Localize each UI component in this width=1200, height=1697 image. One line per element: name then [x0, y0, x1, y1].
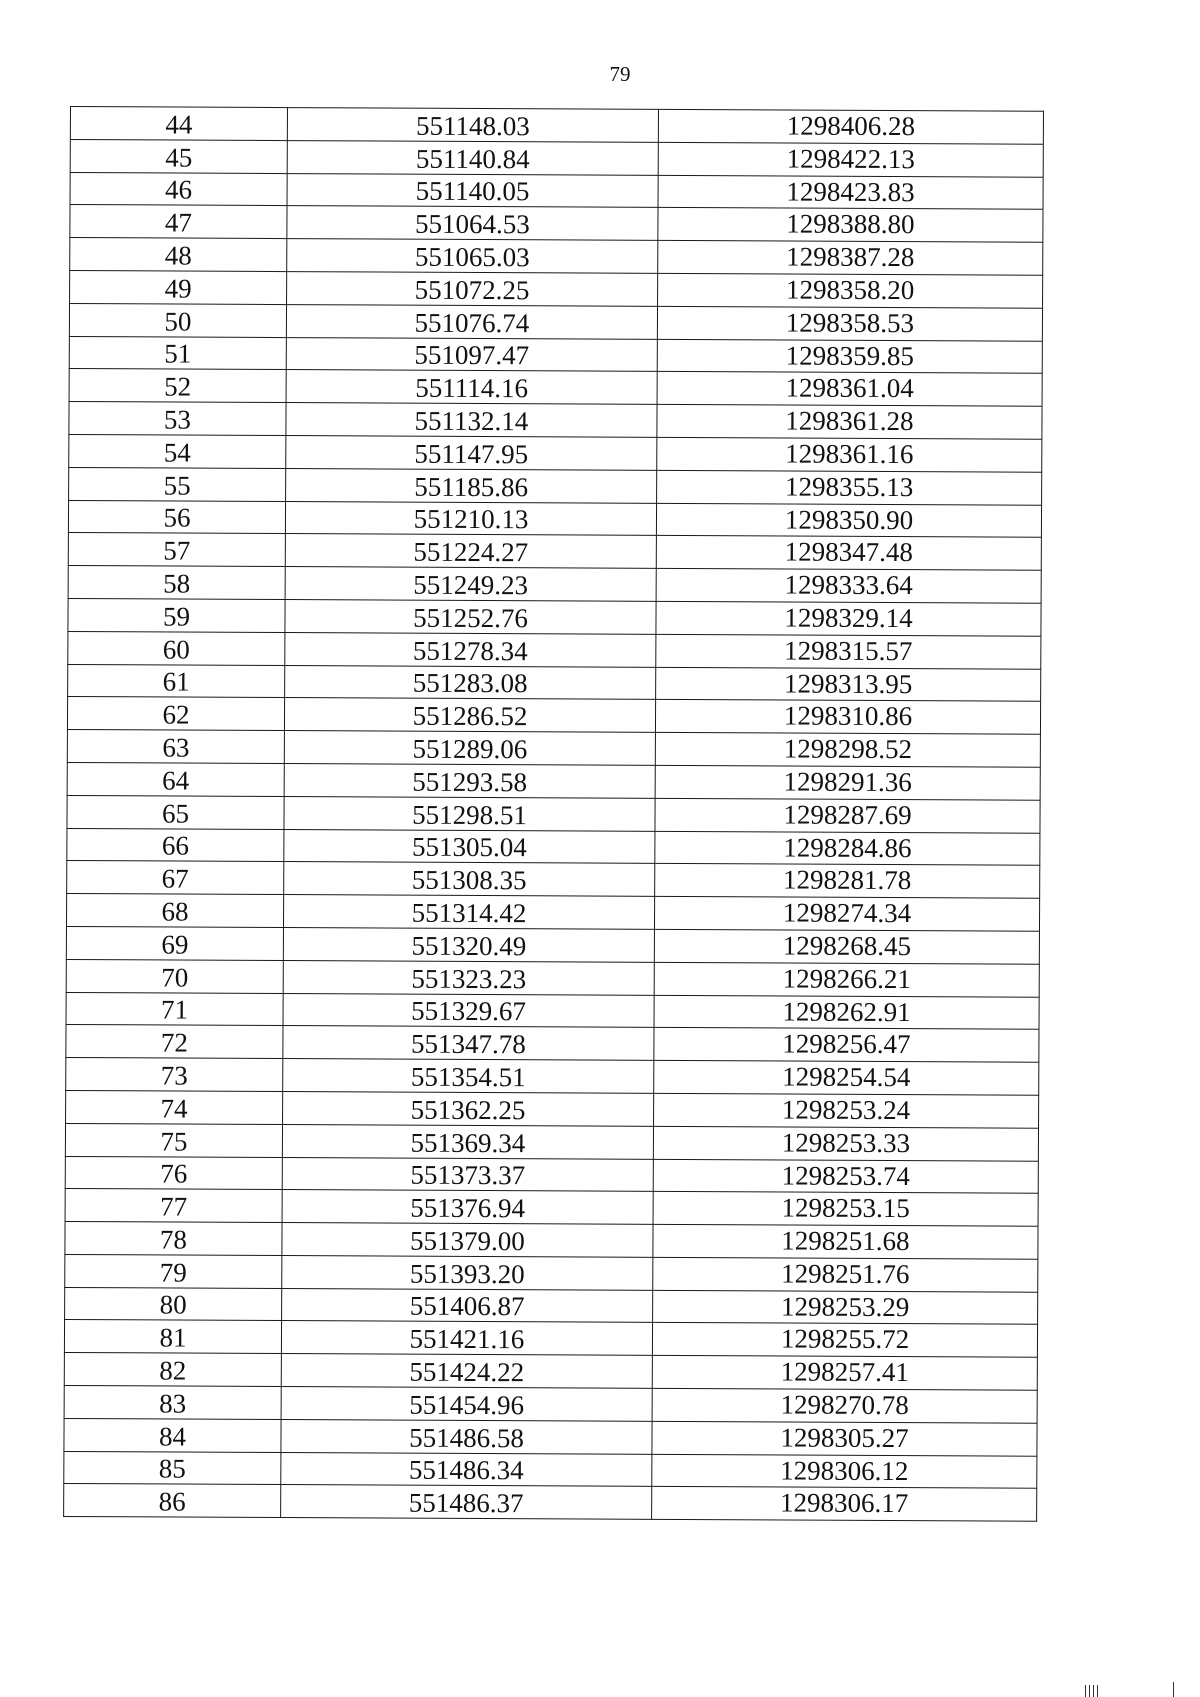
point-number-cell: 76: [65, 1156, 282, 1190]
point-number-cell: 81: [64, 1320, 281, 1354]
y-coordinate-cell: 1298315.57: [656, 634, 1041, 669]
x-coordinate-cell: 551379.00: [282, 1223, 653, 1258]
table-row: [65, 1156, 1038, 1194]
point-number-cell: 74: [66, 1090, 283, 1124]
table-row: [70, 107, 1043, 145]
x-coordinate-cell: 551347.78: [283, 1026, 654, 1061]
point-number-cell: 55: [69, 467, 286, 501]
point-number-cell: 50: [69, 303, 286, 337]
point-number-cell: 77: [65, 1189, 282, 1223]
table-row: [67, 861, 1040, 899]
y-coordinate-cell: 1298270.78: [652, 1388, 1037, 1423]
x-coordinate-cell: 551320.49: [283, 927, 654, 962]
x-coordinate-cell: 551065.03: [287, 239, 658, 274]
y-coordinate-cell: 1298253.24: [654, 1093, 1039, 1128]
point-number-cell: 84: [64, 1418, 281, 1452]
table-row: [65, 1287, 1038, 1325]
x-coordinate-cell: 551424.22: [281, 1354, 652, 1389]
y-coordinate-cell: 1298306.17: [652, 1487, 1037, 1522]
y-coordinate-cell: 1298251.68: [653, 1224, 1038, 1259]
table-row: [70, 139, 1043, 177]
table-row: [66, 992, 1039, 1030]
point-number-cell: 75: [65, 1123, 282, 1157]
y-coordinate-cell: 1298284.86: [655, 831, 1040, 866]
x-coordinate-cell: 551140.05: [287, 173, 658, 208]
x-coordinate-cell: 551140.84: [287, 140, 658, 175]
x-coordinate-cell: 551314.42: [283, 895, 654, 930]
point-number-cell: 79: [65, 1254, 282, 1288]
y-coordinate-cell: 1298313.95: [656, 667, 1041, 702]
x-coordinate-cell: 551298.51: [284, 796, 655, 831]
table-row: [68, 631, 1041, 669]
table-row: [65, 1189, 1038, 1227]
point-number-cell: 54: [69, 434, 286, 468]
y-coordinate-cell: 1298257.41: [652, 1356, 1037, 1391]
x-coordinate-cell: 551329.67: [283, 993, 654, 1028]
point-number-cell: 68: [66, 894, 283, 928]
table-row: [68, 533, 1041, 571]
x-coordinate-cell: 551376.94: [282, 1190, 653, 1225]
x-coordinate-cell: 551308.35: [284, 862, 655, 897]
page-number: 79: [609, 62, 631, 86]
x-coordinate-cell: 551064.53: [287, 206, 658, 241]
x-coordinate-cell: 551323.23: [283, 960, 654, 995]
y-coordinate-cell: 1298347.48: [656, 536, 1041, 571]
point-number-cell: 53: [69, 402, 286, 436]
x-coordinate-cell: 551289.06: [284, 731, 655, 766]
y-coordinate-cell: 1298268.45: [654, 929, 1039, 964]
point-number-cell: 60: [68, 631, 285, 665]
point-number-cell: 56: [68, 500, 285, 534]
point-number-cell: 70: [66, 959, 283, 993]
table-row: [66, 1025, 1039, 1063]
table-row: [67, 795, 1040, 833]
x-coordinate-cell: 551072.25: [287, 272, 658, 307]
point-number-cell: 71: [66, 992, 283, 1026]
x-coordinate-cell: 551286.52: [284, 698, 655, 733]
x-coordinate-cell: 551114.16: [286, 370, 657, 405]
table-row: [68, 566, 1041, 604]
point-number-cell: 64: [67, 762, 284, 796]
table-row: [69, 467, 1042, 505]
y-coordinate-cell: 1298361.04: [657, 372, 1042, 407]
table-row: [65, 1222, 1038, 1260]
point-number-cell: 82: [64, 1353, 281, 1387]
y-coordinate-cell: 1298359.85: [657, 339, 1042, 374]
x-coordinate-cell: 551224.27: [285, 534, 656, 569]
table-row: [69, 434, 1042, 472]
point-number-cell: 49: [70, 270, 287, 304]
x-coordinate-cell: 551362.25: [283, 1091, 654, 1126]
x-coordinate-cell: 551210.13: [285, 501, 656, 536]
x-coordinate-cell: 551132.14: [286, 403, 657, 438]
y-coordinate-cell: 1298274.34: [654, 896, 1039, 931]
y-coordinate-cell: 1298361.28: [657, 405, 1042, 440]
table-row: [66, 1058, 1039, 1096]
y-coordinate-cell: 1298406.28: [658, 109, 1043, 144]
y-coordinate-cell: 1298291.36: [655, 765, 1040, 800]
point-number-cell: 63: [67, 730, 284, 764]
table-row: [70, 270, 1043, 308]
table-row: [66, 894, 1039, 932]
y-coordinate-cell: 1298358.20: [658, 273, 1043, 308]
table-row: [70, 172, 1043, 210]
y-coordinate-cell: 1298361.16: [657, 437, 1042, 472]
table-row: [70, 205, 1043, 243]
x-coordinate-cell: 551421.16: [281, 1321, 652, 1356]
y-coordinate-cell: 1298388.80: [658, 208, 1043, 243]
x-coordinate-cell: 551354.51: [283, 1059, 654, 1094]
point-number-cell: 51: [69, 336, 286, 370]
x-coordinate-cell: 551406.87: [282, 1288, 653, 1323]
y-coordinate-cell: 1298255.72: [652, 1323, 1037, 1358]
x-coordinate-cell: 551486.58: [281, 1419, 652, 1454]
table-row: [68, 500, 1041, 538]
point-number-cell: 78: [65, 1222, 282, 1256]
table-row: [65, 1123, 1038, 1161]
table-row: [67, 730, 1040, 768]
y-coordinate-cell: 1298358.53: [657, 306, 1042, 341]
x-coordinate-cell: 551454.96: [281, 1387, 652, 1422]
coordinates-table: [63, 106, 1044, 1522]
table-row: [64, 1320, 1037, 1358]
y-coordinate-cell: 1298423.83: [658, 175, 1043, 210]
x-coordinate-cell: 551373.37: [282, 1157, 653, 1192]
y-coordinate-cell: 1298422.13: [658, 142, 1043, 177]
y-coordinate-cell: 1298266.21: [654, 962, 1039, 997]
x-coordinate-cell: 551249.23: [285, 567, 656, 602]
point-number-cell: 66: [67, 828, 284, 862]
x-coordinate-cell: 551393.20: [282, 1255, 653, 1290]
point-number-cell: 61: [68, 664, 285, 698]
table-row: [68, 598, 1041, 636]
x-coordinate-cell: 551486.37: [281, 1485, 652, 1520]
point-number-cell: 58: [68, 566, 285, 600]
point-number-cell: 57: [68, 533, 285, 567]
y-coordinate-cell: 1298305.27: [652, 1421, 1037, 1456]
y-coordinate-cell: 1298281.78: [655, 864, 1040, 899]
y-coordinate-cell: 1298306.12: [652, 1454, 1037, 1489]
point-number-cell: 45: [70, 139, 287, 173]
x-coordinate-cell: 551486.34: [281, 1452, 652, 1487]
table-row: [69, 402, 1042, 440]
y-coordinate-cell: 1298298.52: [655, 733, 1040, 768]
x-coordinate-cell: 551305.04: [284, 829, 655, 864]
point-number-cell: 65: [67, 795, 284, 829]
table-row: [64, 1386, 1037, 1424]
x-coordinate-cell: 551148.03: [287, 108, 658, 143]
point-number-cell: 48: [70, 238, 287, 272]
table-row: [69, 303, 1042, 341]
y-coordinate-cell: 1298329.14: [656, 601, 1041, 636]
point-number-cell: 86: [64, 1484, 281, 1518]
point-number-cell: 59: [68, 598, 285, 632]
table-row: [64, 1353, 1037, 1391]
y-coordinate-cell: 1298287.69: [655, 798, 1040, 833]
table-row: [67, 762, 1040, 800]
point-number-cell: 73: [66, 1058, 283, 1092]
point-number-cell: 85: [64, 1451, 281, 1485]
point-number-cell: 44: [70, 107, 287, 141]
x-coordinate-cell: 551293.58: [284, 763, 655, 798]
point-number-cell: 52: [69, 369, 286, 403]
table-row: [64, 1484, 1037, 1522]
y-coordinate-cell: 1298253.74: [653, 1159, 1038, 1194]
table-row: [69, 369, 1042, 407]
point-number-cell: 72: [66, 1025, 283, 1059]
x-coordinate-cell: 551185.86: [286, 468, 657, 503]
table-row: [66, 1090, 1039, 1128]
table-row: [66, 959, 1039, 997]
x-coordinate-cell: 551283.08: [285, 665, 656, 700]
table-row: [64, 1451, 1037, 1489]
table-row: [65, 1254, 1038, 1292]
y-coordinate-cell: 1298350.90: [656, 503, 1041, 538]
table-row: [66, 926, 1039, 964]
point-number-cell: 83: [64, 1386, 281, 1420]
table-row: [70, 238, 1043, 276]
y-coordinate-cell: 1298254.54: [654, 1060, 1039, 1095]
table-row: [68, 664, 1041, 702]
y-coordinate-cell: 1298310.86: [655, 700, 1040, 735]
y-coordinate-cell: 1298333.64: [656, 569, 1041, 604]
point-number-cell: 69: [66, 926, 283, 960]
table-row: [67, 697, 1040, 735]
x-coordinate-cell: 551097.47: [286, 337, 657, 372]
point-number-cell: 80: [65, 1287, 282, 1321]
coordinates-table-body: [64, 107, 1044, 1522]
y-coordinate-cell: 1298251.76: [653, 1257, 1038, 1292]
point-number-cell: 62: [67, 697, 284, 731]
x-coordinate-cell: 551252.76: [285, 600, 656, 635]
table-row: [69, 336, 1042, 374]
y-coordinate-cell: 1298256.47: [654, 1028, 1039, 1063]
y-coordinate-cell: 1298253.33: [653, 1126, 1038, 1161]
table-row: [64, 1418, 1037, 1456]
y-coordinate-cell: 1298355.13: [657, 470, 1042, 505]
x-coordinate-cell: 551076.74: [286, 304, 657, 339]
y-coordinate-cell: 1298262.91: [654, 995, 1039, 1030]
x-coordinate-cell: 551147.95: [286, 436, 657, 471]
point-number-cell: 46: [70, 172, 287, 206]
scan-edge-marks: [1073, 1680, 1178, 1697]
x-coordinate-cell: 551278.34: [285, 632, 656, 667]
y-coordinate-cell: 1298253.29: [653, 1290, 1038, 1325]
point-number-cell: 67: [67, 861, 284, 895]
point-number-cell: 47: [70, 205, 287, 239]
y-coordinate-cell: 1298387.28: [658, 241, 1043, 276]
table-row: [67, 828, 1040, 866]
y-coordinate-cell: 1298253.15: [653, 1192, 1038, 1227]
x-coordinate-cell: 551369.34: [282, 1124, 653, 1159]
